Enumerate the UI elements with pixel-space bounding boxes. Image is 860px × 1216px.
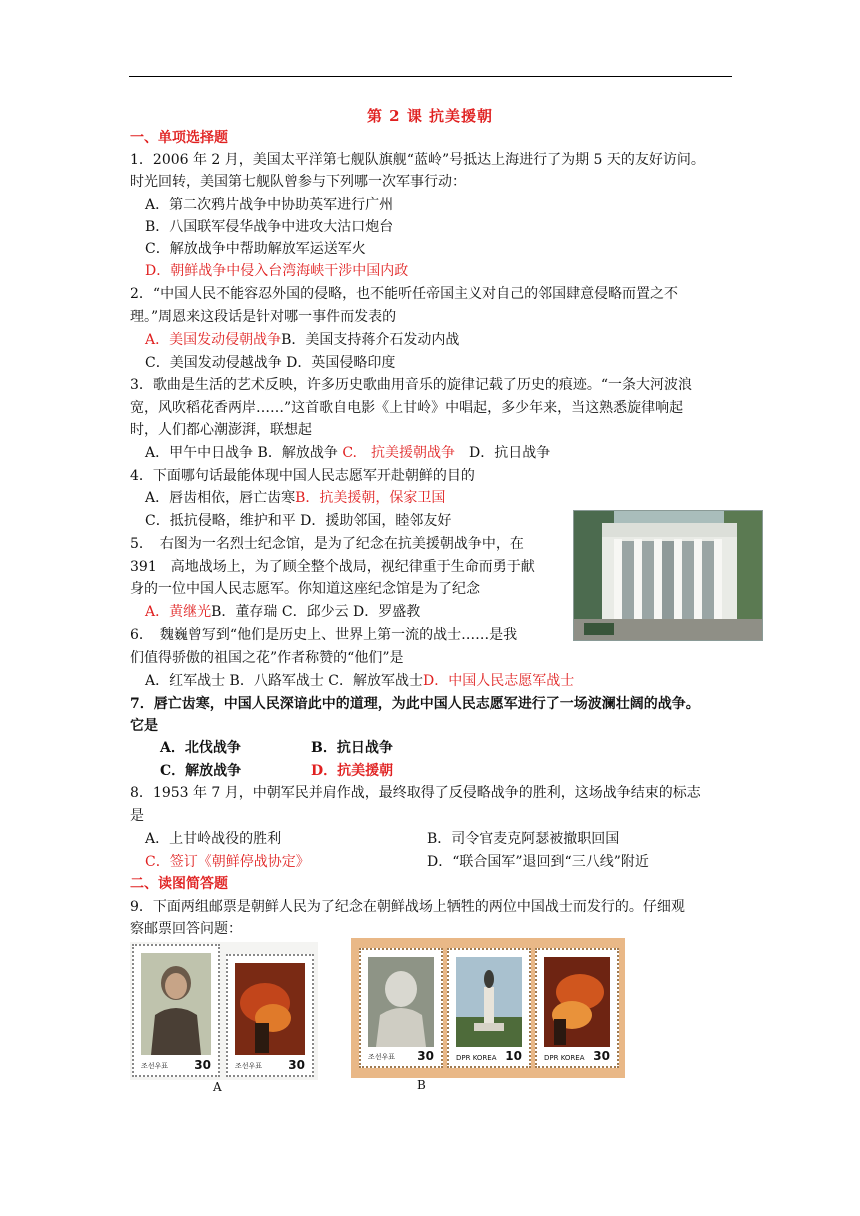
header-rule (129, 76, 732, 77)
q6-options-abc: A．红军战士 B．八路军战士 C．解放军战士 (145, 673, 424, 689)
q7-text-2: 它是 (130, 718, 158, 734)
stamp-value: 30 (194, 1058, 211, 1072)
section-heading-2: 二、读图简答题 (130, 876, 228, 892)
q2-options-ab (145, 329, 459, 351)
q4-option-b-answer: B．抗美援朝，保家卫国 (295, 490, 446, 506)
q6-options (145, 670, 574, 692)
memorial-hall-image (574, 511, 762, 640)
stamp-value: 10 (505, 1049, 522, 1063)
q4-options-cd: C．抵抗侵略，维护和平 D．援助邻国，睦邻友好 (145, 513, 452, 529)
page-title: 第 2 课 抗美援朝 (366, 107, 494, 125)
memorial-hall-photo (573, 510, 763, 641)
stamp-group-a (130, 942, 318, 1080)
q6-text: 6． 魏巍曾写到“他们是历史上、世界上第一流的战士……是我 (130, 627, 518, 643)
q9-text: 9．下面两组邮票是朝鲜人民为了纪念在朝鲜战场上牺牲的两位中国战士而发行的。仔细观 (130, 899, 685, 915)
q8-text-2: 是 (130, 808, 144, 824)
q3-text-2: 宽，风吹稻花香两岸……”这首歌自电影《上甘岭》中唱起，多少年来，当这熟悉旋律响起 (130, 400, 684, 416)
q5-options (145, 601, 420, 623)
stamp-b2 (447, 948, 531, 1068)
q5-option-a-answer: A．黄继光 (145, 604, 212, 620)
q2-options-cd: C．美国发动侵越战争 D．英国侵略印度 (145, 355, 396, 371)
q3-options-ab: A．甲午中日战争 B．解放战争 (145, 445, 338, 461)
stamp-b3 (535, 948, 619, 1068)
q1-option-a: A．第二次鸦片战争中协助英军进行广州 (145, 197, 394, 213)
stamp-country: 조선우표 (368, 1053, 396, 1061)
stamp-country-dpr: DPR KOREA (544, 1054, 585, 1062)
q8-option-b: B．司令官麦克阿瑟被撤职回国 (427, 831, 620, 847)
q7-option-d-answer: D．抗美援朝 (311, 763, 394, 779)
stamp-b1 (359, 948, 443, 1068)
q3-option-c-answer: C. 抗美援朝战争 (342, 445, 455, 461)
q8-option-a: A．上甘岭战役的胜利 (145, 831, 282, 847)
section-heading-1: 一、单项选择题 (130, 130, 228, 146)
q3-option-d: D．抗日战争 (468, 445, 551, 461)
q4-options-ab (145, 487, 445, 509)
q7-option-a: A．北伐战争 (160, 740, 241, 756)
q8-option-d: D．“联合国军”退回到“三八线”附近 (427, 854, 649, 870)
q1-option-c: C．解放战争中帮助解放军运送军火 (145, 241, 366, 257)
stamp-a2 (226, 954, 314, 1077)
q8-text: 8．1953 年 7 月，中朝军民并肩作战，最终取得了反侵略战争的胜利，这场战争结束的标志 (130, 785, 701, 801)
q7-option-b: B．抗日战争 (311, 740, 393, 756)
q3-text: 3．歌曲是生活的艺术反映，许多历史歌曲用音乐的旋律记载了历史的痕迹。“一条大河波浪 (130, 377, 693, 393)
q5-text-3: 身的一位中国人民志愿军。你知道这座纪念馆是为了纪念 (130, 581, 480, 597)
q3-options (145, 442, 550, 464)
q5-options-bcd: B．董存瑞 C．邱少云 D．罗盛教 (211, 604, 421, 620)
stamp-value: 30 (288, 1058, 305, 1072)
q2-option-b: B．美国支持蒋介石发动内战 (281, 332, 460, 348)
q6-option-d-answer: D．中国人民志愿军战士 (423, 673, 575, 689)
q6-text-2: 们值得骄傲的祖国之花”作者称赞的“他们”是 (130, 650, 404, 666)
stamp-country: 조선우표 (235, 1062, 263, 1070)
stamp-value: 30 (417, 1049, 434, 1063)
q7-text: 7．唇亡齿寒，中国人民深谙此中的道理，为此中国人民志愿军进行了一场波澜壮阔的战争。 (130, 696, 700, 712)
q2-text: 2．“中国人民不能容忍外国的侵略，也不能听任帝国主义对自己的邻国肆意侵略而置之不 (130, 286, 679, 302)
q5-text: 5． 右图为一名烈士纪念馆，是为了纪念在抗美援朝战争中，在 (130, 536, 524, 552)
stamp-country-dpr: DPR KOREA (456, 1054, 497, 1062)
q1-text-2: 时光回转，美国第七舰队曾参与下列哪一次军事行动： (130, 174, 466, 190)
stamp-caption-a: A (213, 1080, 222, 1094)
q3-text-3: 时，人们都心潮澎湃，联想起 (130, 422, 312, 438)
q4-option-a: A．唇齿相依，唇亡齿寒 (145, 490, 296, 506)
battle-painting (235, 963, 305, 1053)
stamp-a1 (132, 944, 220, 1077)
stamp-caption-b: B (417, 1078, 426, 1092)
statue-bust (368, 957, 434, 1044)
stamp-value: 30 (593, 1049, 610, 1063)
q1-option-b: B．八国联军侵华战争中进攻大沽口炮台 (145, 219, 394, 235)
soldier-portrait (141, 953, 211, 1053)
q9-text-2: 察邮票回答问题： (130, 921, 242, 937)
stamp-country: 조선우표 (141, 1062, 169, 1070)
q8-option-c-answer: C．签订《朝鲜停战协定》 (145, 854, 310, 870)
q7-option-c: C．解放战争 (160, 763, 242, 779)
q5-text-2: 391 高地战场上，为了顾全整个战局，视纪律重于生命而勇于献 (130, 559, 535, 575)
monument (456, 957, 522, 1044)
q4-text: 4．下面哪句话最能体现中国人民志愿军开赴朝鲜的目的 (130, 468, 475, 484)
q1-option-d-answer: D．朝鲜战争中侵入台湾海峡干涉中国内政 (145, 263, 409, 279)
q2-option-a-answer: A．美国发动侵朝战争 (145, 332, 282, 348)
battle-painting (544, 957, 610, 1044)
q2-text-2: 理。”周恩来这段话是针对哪一事件而发表的 (130, 309, 397, 325)
q1-text: 1．2006 年 2 月，美国太平洋第七舰队旗舰“蓝岭”号抵达上海进行了为期 5 天的友好访问。 (130, 152, 705, 168)
stamp-group-b (351, 938, 625, 1078)
